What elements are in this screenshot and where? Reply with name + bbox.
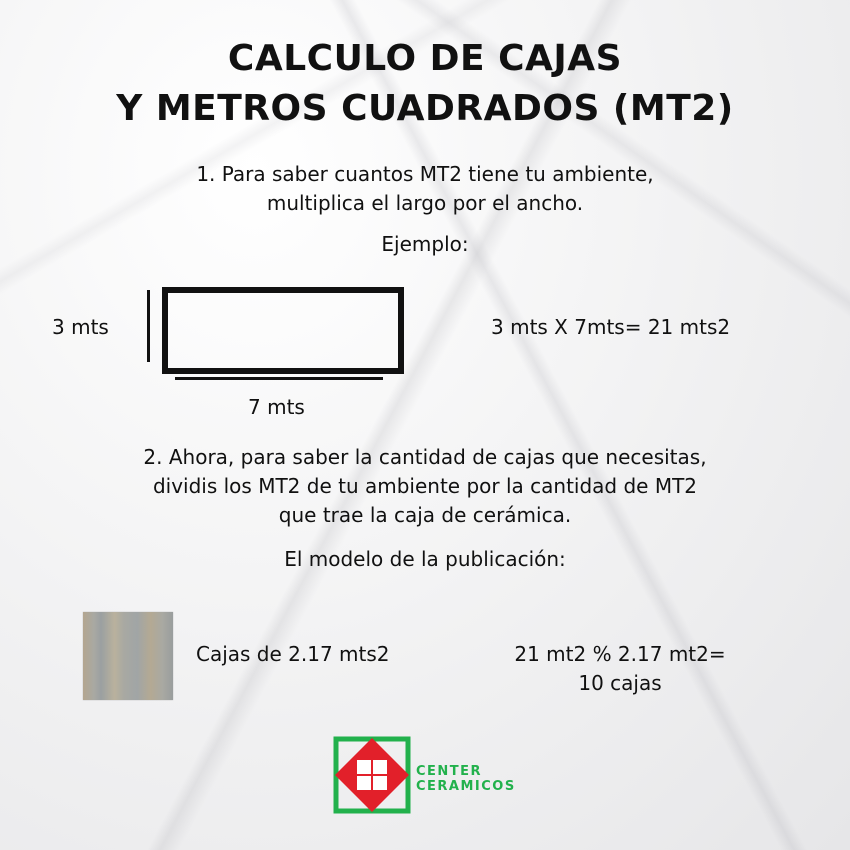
example-label: Ejemplo:	[381, 232, 469, 256]
step-2-line-2: dividis los MT2 de tu ambiente por la cantidad de MT2	[152, 474, 698, 498]
box-calculation	[480, 640, 760, 698]
step-1-instructions	[0, 160, 850, 218]
width-label: 7 mts	[248, 395, 305, 419]
center-ceramicos-logo-mark	[333, 736, 411, 814]
title-line-1: CALCULO DE CAJAS	[227, 38, 623, 79]
room-rectangle	[162, 287, 404, 374]
width-dimension-line	[175, 377, 383, 380]
ceramic-tile-image	[83, 612, 173, 700]
title-line-2: Y METROS CUADRADOS (MT2)	[116, 88, 734, 129]
calculation-line-1: 21 mt2 % 2.17 mt2=	[514, 642, 726, 666]
step-2-line-3: que trae la caja de cerámica.	[278, 503, 572, 527]
area-formula: 3 mts X 7mts= 21 mts2	[491, 315, 731, 339]
step-2-instructions	[0, 443, 850, 530]
logo-line-1: CENTER	[416, 764, 483, 779]
step-1-line-1: 1. Para saber cuantos MT2 tiene tu ambiente,	[196, 162, 654, 186]
calculation-line-2: 10 cajas	[578, 671, 662, 695]
box-size-label: Cajas de 2.17 mts2	[196, 642, 390, 666]
model-label: El modelo de la publicación:	[284, 547, 566, 571]
logo-line-2: CERAMICOS	[416, 779, 516, 794]
page-title	[0, 34, 850, 134]
logo-wordmark	[416, 764, 516, 794]
step-2-line-1: 2. Ahora, para saber la cantidad de cajas que necesitas,	[143, 445, 707, 469]
height-dimension-line	[147, 290, 150, 362]
step-1-line-2: multiplica el largo por el ancho.	[266, 191, 584, 215]
height-label: 3 mts	[52, 315, 109, 339]
